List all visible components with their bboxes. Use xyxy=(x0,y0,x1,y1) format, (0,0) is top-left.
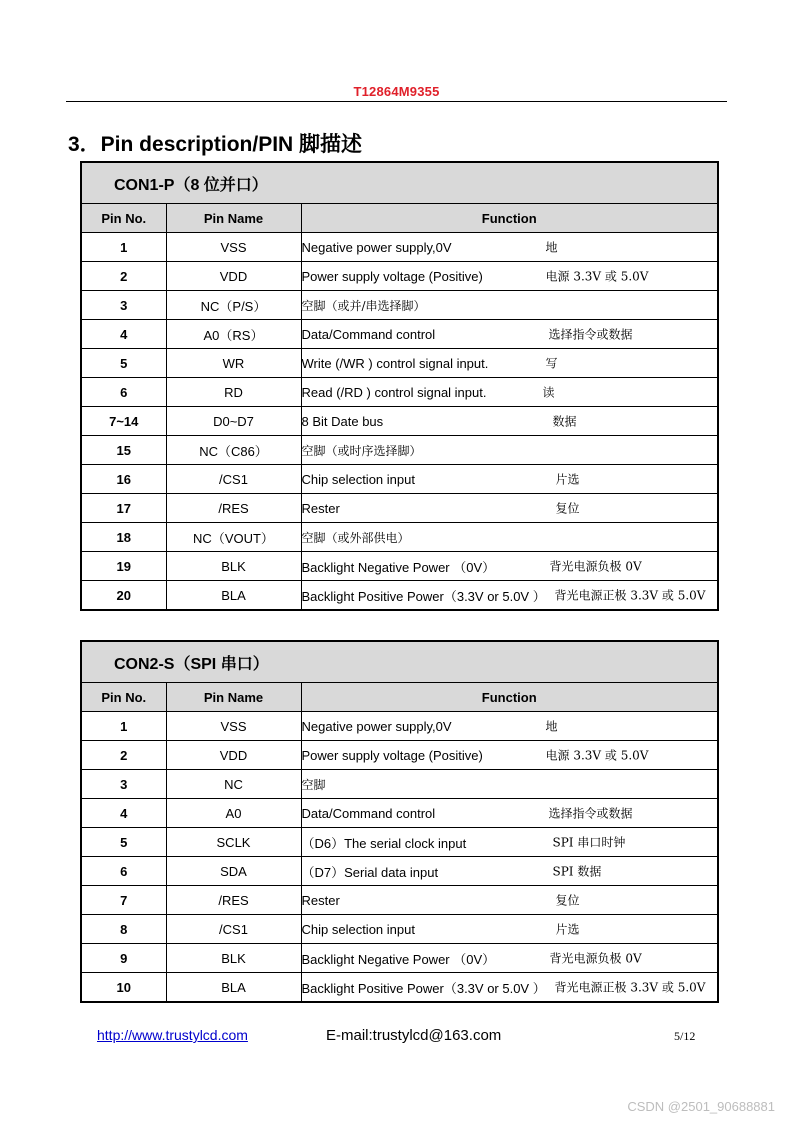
pin-function xyxy=(301,436,718,465)
pin-function xyxy=(301,886,718,915)
page-number: 5/12 xyxy=(674,1029,696,1043)
pin-function xyxy=(301,291,718,320)
function-chinese: SPI 串口时钟 xyxy=(552,835,626,850)
pin-number: 10 xyxy=(81,973,166,1003)
pin-function xyxy=(301,857,718,886)
function-chinese: 空脚 xyxy=(301,777,326,792)
function-chinese: SPI 数据 xyxy=(552,864,602,879)
pin-function xyxy=(301,799,718,828)
function-english: Backlight Negative Power （0V） xyxy=(301,951,496,967)
table-row xyxy=(81,741,718,770)
function-chinese: 背光电源负极 0V xyxy=(549,559,642,574)
function-chinese: 选择指令或数据 xyxy=(548,327,633,342)
function-chinese: 片选 xyxy=(555,472,580,487)
pin-number: 19 xyxy=(81,552,166,581)
function-chinese: 背光电源负极 0V xyxy=(549,951,642,966)
function-english: Data/Command control xyxy=(301,805,436,821)
pin-number: 17 xyxy=(81,494,166,523)
pin-function xyxy=(301,741,718,770)
function-chinese: 空脚（或并/串选择脚） xyxy=(301,298,426,313)
function-english: Write (/WR ) control signal input. xyxy=(301,355,489,371)
header-rule xyxy=(66,101,727,102)
function-chinese: 读 xyxy=(542,385,555,400)
pin-function xyxy=(301,973,718,1003)
pin-function xyxy=(301,523,718,552)
function-english: （D6）The serial clock input xyxy=(301,835,467,851)
pin-function xyxy=(301,465,718,494)
pin-number: 6 xyxy=(81,378,166,407)
pin-number: 4 xyxy=(81,320,166,349)
function-english: Power supply voltage (Positive) xyxy=(301,747,483,763)
pin-function xyxy=(301,581,718,611)
pin-name: A0 xyxy=(166,799,301,828)
table-row xyxy=(81,465,718,494)
function-english: 8 Bit Date bus xyxy=(301,413,384,429)
pin-name: VSS xyxy=(166,233,301,262)
function-english: Backlight Negative Power （0V） xyxy=(301,559,496,575)
function-chinese: 电源 3.3V 或 5.0V xyxy=(545,748,649,763)
pin-name: NC xyxy=(166,770,301,799)
table-row xyxy=(81,886,718,915)
pin-function xyxy=(301,494,718,523)
table-row xyxy=(81,436,718,465)
pin-number: 2 xyxy=(81,741,166,770)
pin-number: 4 xyxy=(81,799,166,828)
pin-name: NC（C86） xyxy=(166,436,301,465)
pin-number: 9 xyxy=(81,944,166,973)
function-chinese: 背光电源正极 3.3V 或 5.0V xyxy=(554,980,706,995)
pin-function xyxy=(301,320,718,349)
table-row xyxy=(81,262,718,291)
pin-name: BLA xyxy=(166,581,301,611)
pin-number: 7~14 xyxy=(81,407,166,436)
table-row xyxy=(81,581,718,611)
function-english: Negative power supply,0V xyxy=(301,239,452,255)
pin-function xyxy=(301,915,718,944)
function-chinese: 背光电源正极 3.3V 或 5.0V xyxy=(554,588,706,603)
table-caption: CON1-P（8 位并口） xyxy=(81,162,718,204)
function-english: Backlight Positive Power（3.3V or 5.0V ） xyxy=(301,588,546,604)
table-row xyxy=(81,349,718,378)
table-row xyxy=(81,944,718,973)
table-row xyxy=(81,523,718,552)
pin-name: SCLK xyxy=(166,828,301,857)
pin-number: 16 xyxy=(81,465,166,494)
pin-function xyxy=(301,233,718,262)
pin-number: 3 xyxy=(81,770,166,799)
function-english: Rester xyxy=(301,892,340,908)
table-row xyxy=(81,973,718,1003)
function-english: Power supply voltage (Positive) xyxy=(301,268,483,284)
section-title: 3．Pin description/PIN 脚描述 xyxy=(68,133,363,156)
table-caption: CON2-S（SPI 串口） xyxy=(81,641,718,683)
website-link[interactable]: http://www.trustylcd.com xyxy=(97,1027,248,1043)
table-row xyxy=(81,770,718,799)
table-row xyxy=(81,915,718,944)
function-english: Read (/RD ) control signal input. xyxy=(301,384,487,400)
function-english: Chip selection input xyxy=(301,471,415,487)
pin-number: 20 xyxy=(81,581,166,611)
pin-function xyxy=(301,712,718,741)
table-row xyxy=(81,552,718,581)
pin-name: WR xyxy=(166,349,301,378)
table-row xyxy=(81,712,718,741)
con2-pin-table xyxy=(80,640,719,1003)
pin-name: NC（P/S） xyxy=(166,291,301,320)
pin-function xyxy=(301,828,718,857)
col-header-pin-no: Pin No. xyxy=(81,204,166,233)
col-header-function: Function xyxy=(301,683,718,712)
con1-pin-table xyxy=(80,161,719,611)
pin-number: 1 xyxy=(81,712,166,741)
pin-name: VSS xyxy=(166,712,301,741)
function-chinese: 空脚（或外部供电） xyxy=(301,530,410,545)
pin-name: /CS1 xyxy=(166,915,301,944)
pin-name: VDD xyxy=(166,741,301,770)
function-chinese: 复位 xyxy=(555,893,580,908)
pin-number: 15 xyxy=(81,436,166,465)
table-row xyxy=(81,857,718,886)
pin-name: VDD xyxy=(166,262,301,291)
col-header-pin-name: Pin Name xyxy=(166,204,301,233)
col-header-pin-no: Pin No. xyxy=(81,683,166,712)
function-chinese: 复位 xyxy=(555,501,580,516)
document-code: T12864M9355 xyxy=(353,84,440,99)
pin-name: /RES xyxy=(166,494,301,523)
col-header-pin-name: Pin Name xyxy=(166,683,301,712)
pin-name: BLK xyxy=(166,944,301,973)
function-chinese: 空脚（或时序选择脚） xyxy=(301,443,422,458)
table-row xyxy=(81,828,718,857)
function-chinese: 数据 xyxy=(552,414,577,429)
pin-name: A0（RS） xyxy=(166,320,301,349)
pin-name: /CS1 xyxy=(166,465,301,494)
function-english: Backlight Positive Power（3.3V or 5.0V ） xyxy=(301,980,546,996)
pin-name: SDA xyxy=(166,857,301,886)
pin-name: BLK xyxy=(166,552,301,581)
table-row xyxy=(81,291,718,320)
pin-number: 5 xyxy=(81,349,166,378)
function-chinese: 片选 xyxy=(555,922,580,937)
pin-number: 6 xyxy=(81,857,166,886)
pin-number: 5 xyxy=(81,828,166,857)
pin-function xyxy=(301,552,718,581)
pin-number: 3 xyxy=(81,291,166,320)
pin-name: BLA xyxy=(166,973,301,1003)
pin-number: 8 xyxy=(81,915,166,944)
pin-function xyxy=(301,944,718,973)
table-row xyxy=(81,799,718,828)
function-chinese: 写 xyxy=(545,356,558,371)
function-chinese: 地 xyxy=(545,240,558,255)
pin-function xyxy=(301,378,718,407)
pin-name: /RES xyxy=(166,886,301,915)
pin-number: 18 xyxy=(81,523,166,552)
function-english: （D7）Serial data input xyxy=(301,864,439,880)
contact-email: E-mail:trustylcd@163.com xyxy=(326,1027,502,1044)
function-english: Negative power supply,0V xyxy=(301,718,452,734)
pin-number: 1 xyxy=(81,233,166,262)
function-english: Data/Command control xyxy=(301,326,436,342)
pin-number: 7 xyxy=(81,886,166,915)
pin-function xyxy=(301,262,718,291)
pin-number: 2 xyxy=(81,262,166,291)
pin-function xyxy=(301,770,718,799)
function-english: Chip selection input xyxy=(301,921,415,937)
pin-function xyxy=(301,407,718,436)
pin-name: NC（VOUT） xyxy=(166,523,301,552)
pin-function xyxy=(301,349,718,378)
table-row xyxy=(81,233,718,262)
pin-name: D0~D7 xyxy=(166,407,301,436)
function-chinese: 选择指令或数据 xyxy=(548,806,633,821)
pin-name: RD xyxy=(166,378,301,407)
table-row xyxy=(81,378,718,407)
table-row xyxy=(81,407,718,436)
table-row xyxy=(81,494,718,523)
function-chinese: 地 xyxy=(545,719,558,734)
function-chinese: 电源 3.3V 或 5.0V xyxy=(545,269,649,284)
watermark: CSDN @2501_90688881 xyxy=(627,1099,775,1114)
function-english: Rester xyxy=(301,500,340,516)
col-header-function: Function xyxy=(301,204,718,233)
table-row xyxy=(81,320,718,349)
